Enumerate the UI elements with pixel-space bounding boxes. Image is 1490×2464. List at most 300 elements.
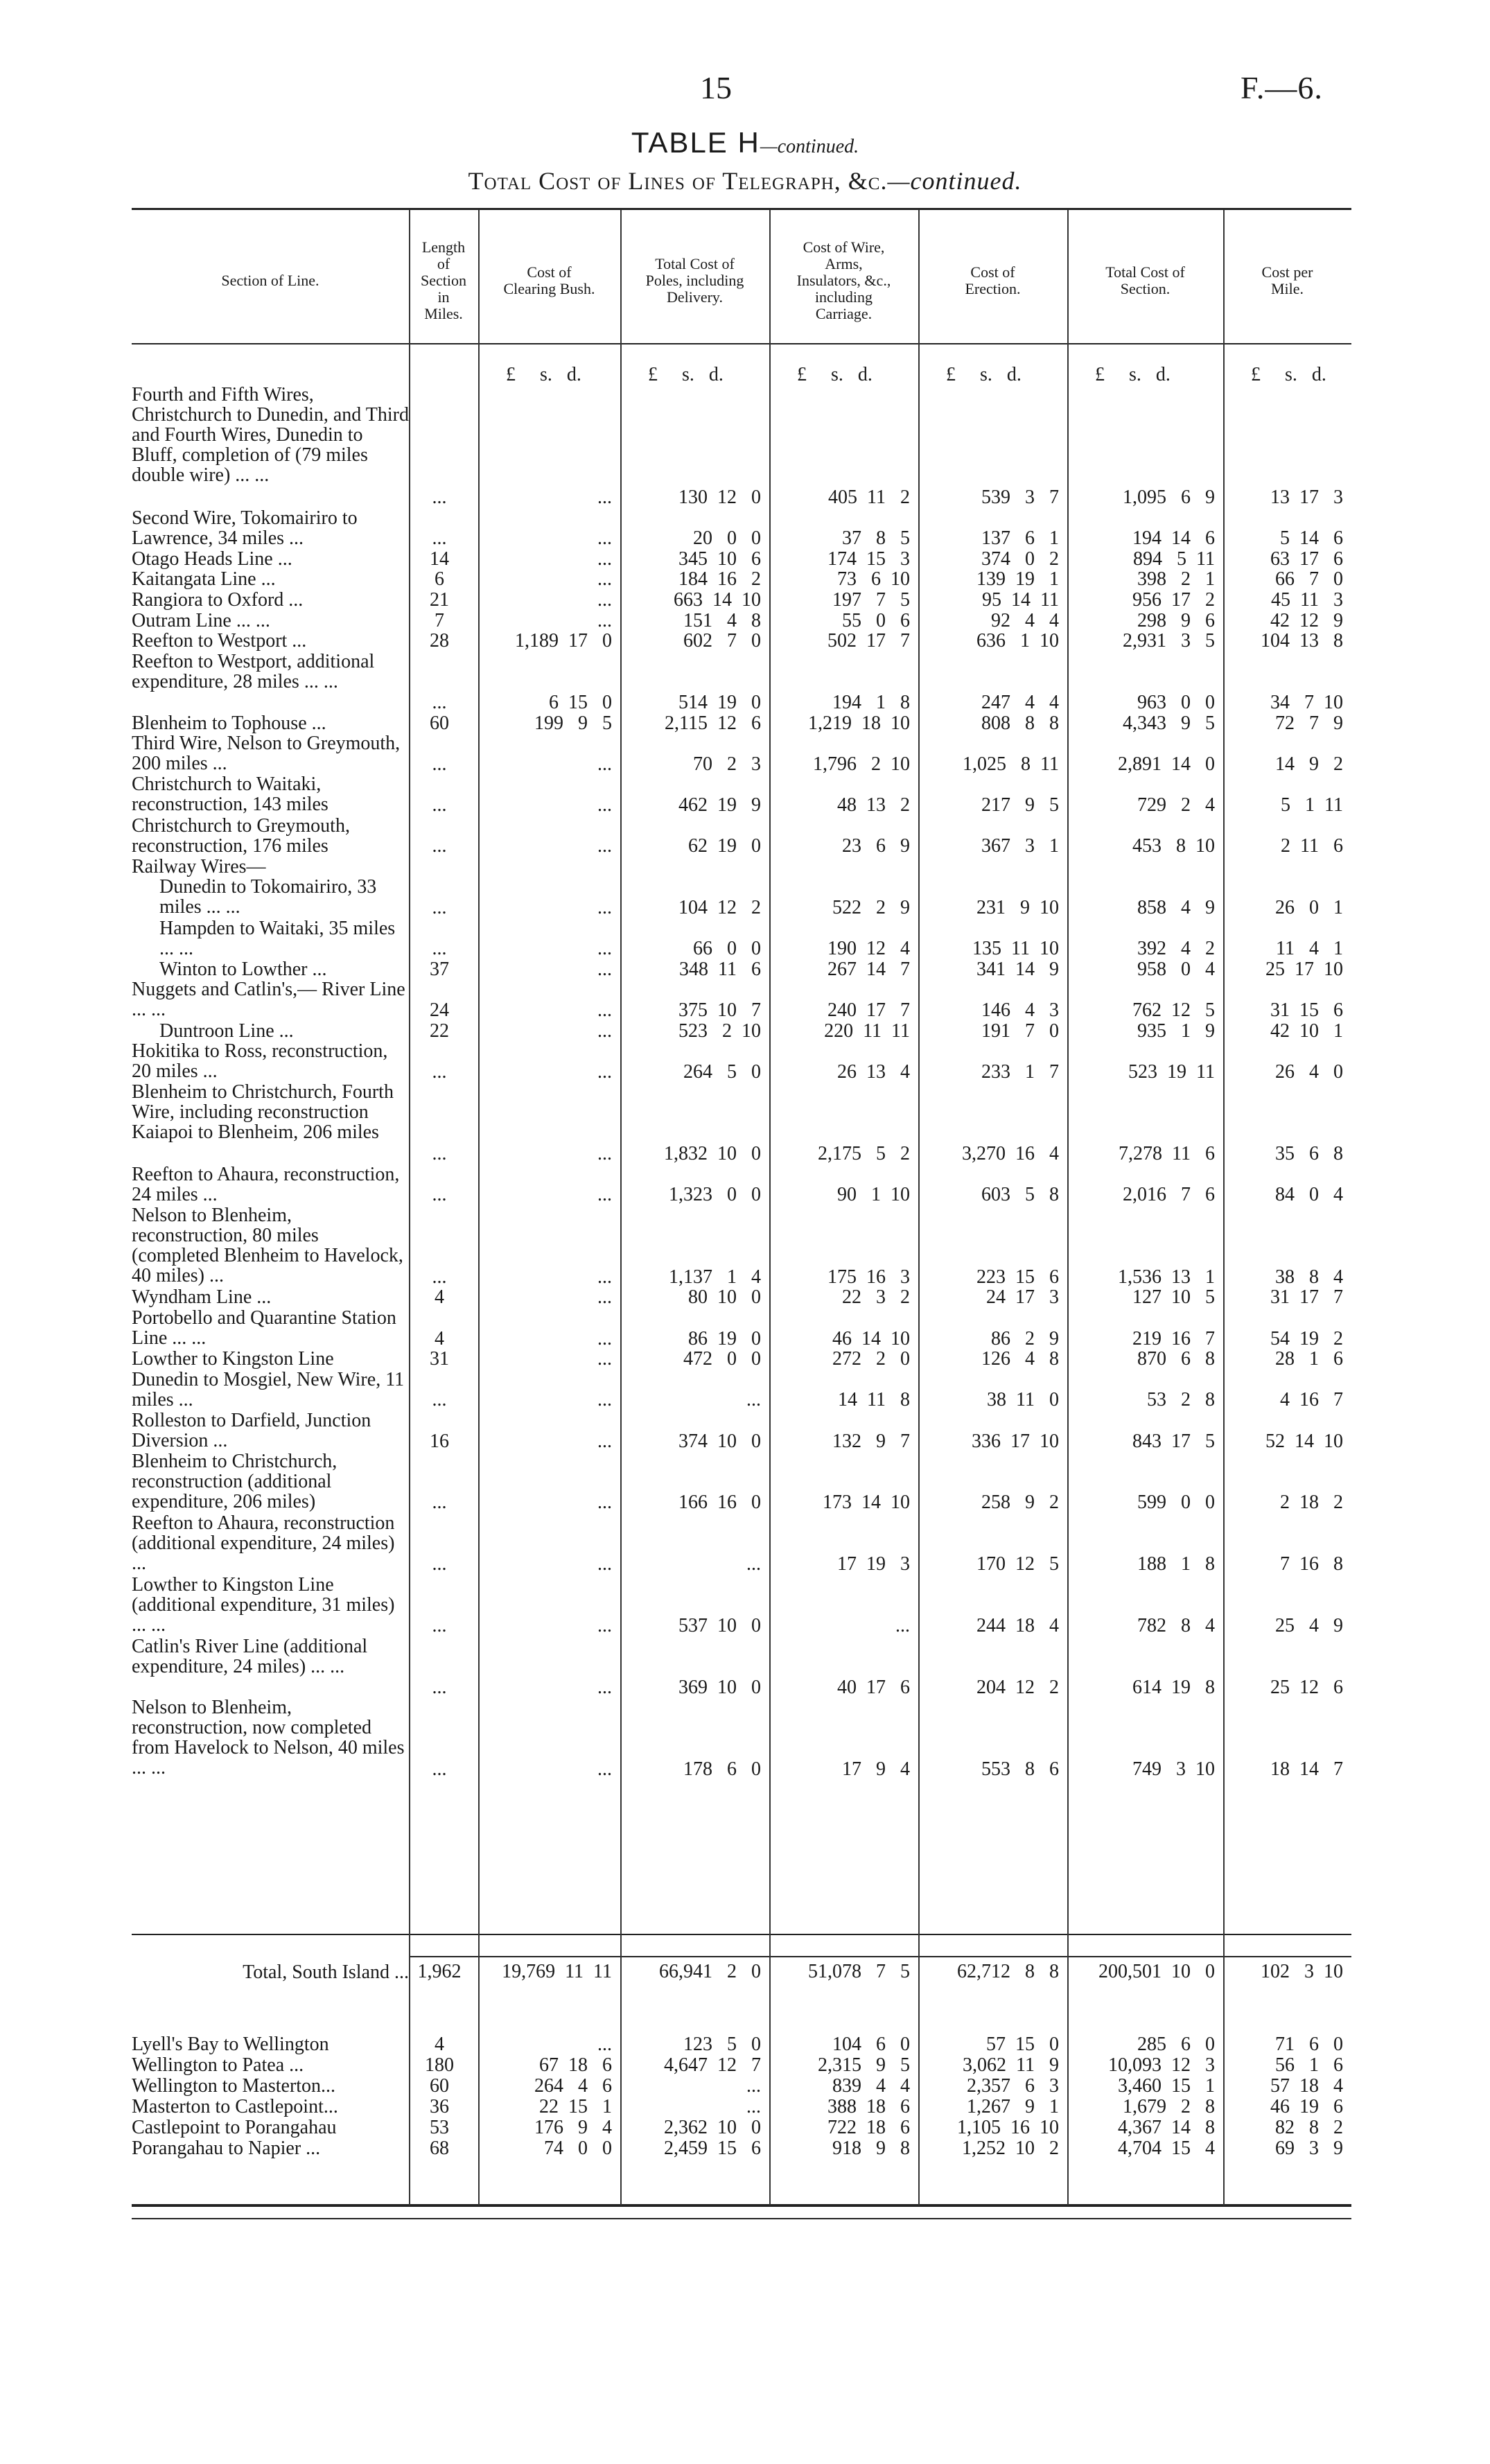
- south-island-cell-total: 53 2 8: [1147, 1389, 1215, 1411]
- column-header-wire: Cost of Wire, Arms, Insulators, &c., including Carriage.: [796, 238, 891, 322]
- south-island-cell-poles: ...: [746, 1553, 761, 1575]
- south-island-row: [0, 1697, 1490, 1779]
- total-row-cell-wire: 51,078 7 5: [808, 1961, 910, 1982]
- south-island-section-label: Reefton to Westport, additional expenditure, 28 miles ... ...: [132, 650, 375, 692]
- north-island-cell-total: 3,460 15 1: [1118, 2075, 1215, 2097]
- south-island-cell-length: ...: [432, 1184, 447, 1206]
- south-island-cell-poles: 1,832 10 0: [664, 1143, 761, 1165]
- south-island-cell-poles: 62 19 0: [688, 835, 761, 857]
- south-island-cell-length: 37: [430, 958, 449, 980]
- column-header-bush: Cost of Clearing Bush.: [503, 263, 595, 297]
- south-island-cell-length: 4: [435, 1286, 444, 1309]
- south-island-cell-erection: 92 4 4: [991, 609, 1059, 631]
- south-island-row: [0, 713, 1490, 734]
- south-island-cell-total: 599 0 0: [1137, 1492, 1215, 1514]
- south-island-section-label: Hokitika to Ross, reconstruction, 20 miles ...: [132, 1040, 388, 1083]
- north-island-cell-poles: ...: [746, 2075, 761, 2097]
- south-island-cell-total: 935 1 9: [1137, 1020, 1215, 1042]
- column-header-poles: Total Cost of Poles, including Delivery.: [645, 255, 744, 306]
- south-island-cell-erection: 191 7 0: [981, 1020, 1059, 1042]
- south-island-cell-total: 523 19 11: [1128, 1060, 1215, 1083]
- south-island-cell-poles: 537 10 0: [678, 1614, 761, 1636]
- south-island-cell-bush: ...: [597, 1327, 612, 1349]
- south-island-row: [0, 1082, 1490, 1164]
- south-island-cell-total: 1,536 13 1: [1118, 1266, 1215, 1288]
- south-island-cell-wire: 2,175 5 2: [818, 1143, 910, 1165]
- table-rule: [132, 1934, 1351, 1935]
- table-title: [0, 126, 1490, 159]
- south-island-cell-erection: 247 4 4: [981, 691, 1059, 713]
- south-island-section-label: Winton to Lowther ...: [159, 958, 327, 980]
- south-island-cell-total: 956 17 2: [1132, 589, 1215, 611]
- south-island-cell-length: 31: [430, 1348, 449, 1370]
- south-island-cell-poles: 462 19 9: [678, 794, 761, 816]
- south-island-cell-wire: 267 14 7: [827, 958, 910, 980]
- table-rule: [132, 208, 1351, 210]
- column-header-total: Total Cost of Section.: [1105, 263, 1185, 297]
- south-island-cell-mile: 42 12 9: [1270, 609, 1343, 631]
- south-island-cell-length: 14: [430, 548, 449, 570]
- south-island-cell-mile: 5 1 11: [1281, 794, 1343, 816]
- south-island-cell-poles: 20 0 0: [693, 527, 761, 550]
- south-island-cell-wire: 174 15 3: [827, 548, 910, 570]
- south-island-cell-total: 188 1 8: [1137, 1553, 1215, 1575]
- north-island-cell-bush: 67 18 6: [539, 2054, 612, 2076]
- north-island-cell-poles: 2,362 10 0: [664, 2117, 761, 2138]
- south-island-cell-poles: 70 2 3: [693, 753, 761, 775]
- south-island-cell-erection: 374 0 2: [981, 548, 1059, 570]
- south-island-row: [0, 733, 1490, 774]
- north-island-cell-bush: 264 4 6: [534, 2075, 612, 2097]
- page-number: 15: [700, 70, 732, 105]
- south-island-cell-wire: 55 0 6: [842, 609, 910, 631]
- table-subtitle-suffix: —continued.: [887, 167, 1022, 195]
- north-island-section-label: Porangahau to Napier ...: [132, 2138, 321, 2159]
- south-island-cell-poles: 130 12 0: [678, 487, 761, 508]
- south-island-cell-wire: 173 14 10: [823, 1492, 910, 1514]
- north-island-cell-total: 285 6 0: [1137, 2034, 1215, 2055]
- south-island-cell-length: 16: [430, 1430, 449, 1452]
- south-island-cell-bush: ...: [597, 999, 612, 1021]
- south-island-cell-poles: 151 4 8: [683, 609, 761, 631]
- north-island-cell-wire: 104 6 0: [832, 2034, 910, 2055]
- south-island-cell-erection: 603 5 8: [981, 1184, 1059, 1206]
- south-island-cell-poles: 2,115 12 6: [665, 712, 761, 734]
- north-island-cell-total: 4,367 14 8: [1118, 2117, 1215, 2138]
- money-units-bush: £ s. d.: [506, 364, 581, 385]
- south-island-cell-erection: 1,025 8 11: [963, 753, 1059, 775]
- south-island-row: [0, 959, 1490, 980]
- south-island-cell-bush: ...: [597, 589, 612, 611]
- south-island-row: [0, 1287, 1490, 1308]
- south-island-cell-bush: ...: [597, 1430, 612, 1452]
- money-units-poles: £ s. d.: [648, 364, 724, 385]
- south-island-cell-length: 7: [435, 609, 444, 631]
- south-island-row: [0, 857, 1490, 877]
- south-island-row: [0, 918, 1490, 959]
- south-island-section-label: Nelson to Blenheim, reconstruction, now completed from Havelock to Nelson, 40 miles ... ...: [132, 1697, 405, 1779]
- south-island-cell-mile: 38 8 4: [1275, 1266, 1343, 1288]
- south-island-cell-bush: ...: [597, 1676, 612, 1698]
- south-island-row: [0, 1370, 1490, 1410]
- south-island-cell-poles: 348 11 6: [679, 958, 761, 980]
- south-island-cell-wire: 37 8 5: [842, 527, 910, 550]
- south-island-section-label: Lowther to Kingston Line (additional expenditure, 31 miles) ... ...: [132, 1573, 395, 1636]
- north-island-cell-mile: 56 1 6: [1275, 2054, 1343, 2076]
- south-island-cell-wire: 272 2 0: [832, 1348, 910, 1370]
- south-island-cell-bush: 1,189 17 0: [515, 630, 612, 652]
- south-island-row: [0, 1575, 1490, 1636]
- page-code: F.—6.: [1241, 70, 1323, 105]
- south-island-cell-mile: 52 14 10: [1265, 1430, 1343, 1452]
- north-island-row: [0, 2138, 1490, 2159]
- south-island-section-label: Kaitangata Line ...: [132, 568, 276, 591]
- south-island-cell-wire: 190 12 4: [827, 938, 910, 960]
- south-island-cell-wire: 194 1 8: [832, 691, 910, 713]
- south-island-cell-total: 2,891 14 0: [1118, 753, 1215, 775]
- south-island-cell-total: 894 5 11: [1133, 548, 1215, 570]
- south-island-cell-wire: 46 14 10: [832, 1327, 910, 1349]
- north-island-cell-poles: 4,647 12 7: [664, 2054, 761, 2076]
- north-island-row: [0, 2034, 1490, 2055]
- north-island-cell-wire: 839 4 4: [832, 2075, 910, 2097]
- south-island-cell-poles: 86 19 0: [688, 1327, 761, 1349]
- south-island-section-label: Blenheim to Tophouse ...: [132, 712, 326, 734]
- south-island-cell-erection: 126 4 8: [981, 1348, 1059, 1370]
- south-island-cell-length: 4: [435, 1327, 444, 1349]
- south-island-cell-mile: 25 17 10: [1265, 958, 1343, 980]
- south-island-cell-length: 60: [430, 712, 449, 734]
- south-island-cell-erection: 258 9 2: [981, 1492, 1059, 1514]
- south-island-section-label: Portobello and Quarantine Station Line ... ...: [132, 1307, 396, 1349]
- south-island-cell-bush: ...: [597, 1348, 612, 1370]
- south-island-row: [0, 1513, 1490, 1575]
- south-island-cell-bush: ...: [597, 1553, 612, 1575]
- north-island-cell-erection: 3,062 11 9: [963, 2054, 1059, 2076]
- south-island-section-label: Nelson to Blenheim, reconstruction, 80 miles (completed Blenheim to Havelock, 40 miles) ...: [132, 1205, 403, 1286]
- south-island-cell-mile: 26 0 1: [1275, 896, 1343, 918]
- south-island-cell-erection: 341 14 9: [976, 958, 1059, 980]
- south-island-cell-wire: 23 6 9: [842, 835, 910, 857]
- south-island-cell-erection: 217 9 5: [981, 794, 1059, 816]
- south-island-cell-erection: 808 8 8: [981, 712, 1059, 734]
- table-subtitle: [0, 166, 1490, 195]
- south-island-cell-wire: 197 7 5: [832, 589, 910, 611]
- north-island-cell-mile: 57 18 4: [1270, 2075, 1343, 2097]
- table-title-main: TABLE H: [631, 126, 760, 159]
- south-island-row: [0, 774, 1490, 815]
- south-island-cell-wire: 220 11 11: [824, 1020, 910, 1042]
- south-island-cell-bush: ...: [597, 1614, 612, 1636]
- south-island-cell-poles: 375 10 7: [678, 999, 761, 1021]
- money-units-wire: £ s. d.: [797, 364, 873, 385]
- south-island-section-label: Hampden to Waitaki, 35 miles ... ...: [159, 917, 396, 959]
- south-island-cell-wire: 14 11 8: [838, 1389, 910, 1411]
- total-row-cell-length: 1,962: [417, 1961, 462, 1982]
- south-island-cell-bush: ...: [597, 1266, 612, 1288]
- south-island-section-label: Lowther to Kingston Line: [132, 1348, 334, 1370]
- south-island-cell-total: 614 19 8: [1132, 1676, 1215, 1698]
- south-island-row: [0, 569, 1490, 590]
- south-island-cell-length: ...: [432, 1614, 447, 1636]
- south-island-cell-mile: 42 10 1: [1270, 1020, 1343, 1042]
- south-island-cell-mile: 11 4 1: [1276, 938, 1343, 960]
- south-island-cell-mile: 104 13 8: [1261, 630, 1343, 652]
- south-island-cell-total: 870 6 8: [1137, 1348, 1215, 1370]
- north-island-cell-bush: 176 9 4: [534, 2117, 612, 2138]
- south-island-cell-poles: 184 16 2: [678, 568, 761, 591]
- north-island-section-label: Masterton to Castlepoint...: [132, 2096, 338, 2117]
- south-island-cell-total: 2,016 7 6: [1123, 1184, 1215, 1206]
- south-island-section-label: Rangiora to Oxford ...: [132, 589, 304, 611]
- south-island-cell-total: 749 3 10: [1132, 1758, 1215, 1781]
- money-units-mile: £ s. d.: [1251, 364, 1326, 385]
- south-island-cell-bush: ...: [597, 1184, 612, 1206]
- north-island-cell-length: 36: [430, 2096, 449, 2117]
- south-island-cell-erection: 367 3 1: [981, 835, 1059, 857]
- south-island-section-label: Wyndham Line ...: [132, 1286, 272, 1309]
- table-bottom-rule: [132, 2204, 1351, 2205]
- south-island-section-label: Nuggets and Catlin's,— River Line ... ...: [132, 979, 405, 1021]
- south-island-row: [0, 1041, 1490, 1082]
- north-island-row: [0, 2097, 1490, 2117]
- total-row-cell-total: 200,501 10 0: [1098, 1961, 1215, 1982]
- south-island-row: [0, 590, 1490, 611]
- north-island-cell-poles: 123 5 0: [683, 2034, 761, 2055]
- money-units-erection: £ s. d.: [946, 364, 1022, 385]
- south-island-cell-mile: 72 7 9: [1275, 712, 1343, 734]
- table-subtitle-main: Total Cost of Lines of Telegraph, &c.: [468, 167, 888, 195]
- south-island-cell-mile: 26 4 0: [1275, 1060, 1343, 1083]
- south-island-section-label: Christchurch to Waitaki, reconstruction, 143 miles: [132, 774, 328, 816]
- table-title-suffix: —continued.: [760, 136, 859, 157]
- south-island-cell-length: ...: [432, 1389, 447, 1411]
- south-island-section-label: Catlin's River Line (additional expenditure, 24 miles) ... ...: [132, 1635, 368, 1677]
- south-island-cell-wire: 17 19 3: [837, 1553, 910, 1575]
- south-island-cell-poles: 369 10 0: [678, 1676, 761, 1698]
- south-island-cell-poles: 1,323 0 0: [669, 1184, 761, 1206]
- south-island-cell-bush: ...: [597, 1389, 612, 1411]
- south-island-cell-poles: 166 16 0: [678, 1492, 761, 1514]
- south-island-cell-bush: ...: [597, 835, 612, 857]
- south-island-cell-bush: ...: [597, 896, 612, 918]
- south-island-row: [0, 1349, 1490, 1370]
- south-island-cell-length: 6: [435, 568, 444, 591]
- south-island-cell-total: 2,931 3 5: [1123, 630, 1215, 652]
- north-island-cell-total: 10,093 12 3: [1108, 2054, 1215, 2076]
- south-island-cell-mile: 18 14 7: [1270, 1758, 1343, 1781]
- north-island-cell-mile: 46 19 6: [1270, 2096, 1343, 2117]
- south-island-section-label: Dunedin to Mosgiel, New Wire, 11 miles ...: [132, 1368, 405, 1410]
- south-island-cell-bush: ...: [597, 1020, 612, 1042]
- south-island-cell-length: ...: [432, 753, 447, 775]
- south-island-cell-bush: ...: [597, 794, 612, 816]
- north-island-cell-length: 180: [425, 2054, 454, 2076]
- south-island-section-label: Fourth and Fifth Wires, Christchurch to Dunedin, and Third and Fourth Wires, Dunedin to Bluff, completion of (79 miles double wire) ... ...: [132, 384, 409, 486]
- south-island-cell-wire: 175 16 3: [827, 1266, 910, 1288]
- south-island-cell-poles: 514 19 0: [678, 691, 761, 713]
- south-island-section-label: Rolleston to Darfield, Junction Diversion ...: [132, 1410, 371, 1451]
- south-island-cell-poles: 66 0 0: [693, 938, 761, 960]
- south-island-section-label: Third Wire, Nelson to Greymouth, 200 miles ...: [132, 733, 401, 775]
- south-island-cell-total: 843 17 5: [1132, 1430, 1215, 1452]
- south-island-cell-erection: 146 4 3: [981, 999, 1059, 1021]
- south-island-cell-mile: 45 11 3: [1271, 589, 1343, 611]
- south-island-cell-total: 963 0 0: [1137, 691, 1215, 713]
- south-island-cell-erection: 137 6 1: [981, 527, 1059, 550]
- south-island-cell-poles: 1,137 1 4: [669, 1266, 761, 1288]
- column-header-mile: Cost per Mile.: [1261, 263, 1313, 297]
- south-island-cell-mile: 25 4 9: [1275, 1614, 1343, 1636]
- south-island-section-label: Railway Wires—: [132, 855, 266, 877]
- south-island-cell-wire: 522 2 9: [832, 896, 910, 918]
- south-island-cell-poles: 472 0 0: [683, 1348, 761, 1370]
- south-island-cell-mile: 35 6 8: [1275, 1143, 1343, 1165]
- total-row-cell-poles: 66,941 2 0: [659, 1961, 761, 1982]
- north-island-row: [0, 2076, 1490, 2097]
- south-island-cell-wire: 22 3 2: [842, 1286, 910, 1309]
- south-island-section-label: Duntroon Line ...: [159, 1020, 294, 1042]
- south-island-cell-poles: 374 10 0: [678, 1430, 761, 1452]
- south-island-cell-total: 858 4 9: [1137, 896, 1215, 918]
- north-island-section-label: Wellington to Patea ...: [132, 2054, 304, 2076]
- south-island-row: [0, 1636, 1490, 1698]
- south-island-cell-length: 28: [430, 630, 449, 652]
- south-island-cell-wire: 73 6 10: [837, 568, 910, 591]
- south-island-cell-mile: 54 19 2: [1270, 1327, 1343, 1349]
- north-island-section-label: Castlepoint to Porangahau: [132, 2117, 337, 2138]
- south-island-cell-erection: 233 1 7: [981, 1060, 1059, 1083]
- north-island-cell-bush: 74 0 0: [544, 2138, 612, 2159]
- south-island-cell-poles: 264 5 0: [683, 1060, 761, 1083]
- south-island-cell-bush: ...: [597, 487, 612, 508]
- south-island-cell-wire: ...: [895, 1614, 910, 1636]
- total-row-cell-erection: 62,712 8 8: [957, 1961, 1059, 1982]
- column-header-length: Length of Section in Miles.: [421, 238, 466, 322]
- north-island-cell-mile: 82 8 2: [1275, 2117, 1343, 2138]
- south-island-row: [0, 508, 1490, 549]
- north-island-cell-length: 53: [430, 2117, 449, 2138]
- south-island-cell-bush: ...: [597, 958, 612, 980]
- north-island-cell-mile: 69 3 9: [1275, 2138, 1343, 2159]
- south-island-row: [0, 1410, 1490, 1451]
- north-island-cell-wire: 918 9 8: [832, 2138, 910, 2159]
- south-island-section-label: Blenheim to Christchurch, Fourth Wire, including reconstruction Kaiapoi to Blenheim, 206 miles: [132, 1081, 394, 1144]
- total-row-rule: [409, 1956, 1351, 1957]
- north-island-cell-erection: 57 15 0: [986, 2034, 1059, 2055]
- south-island-cell-bush: 199 9 5: [534, 712, 612, 734]
- north-island-cell-total: 4,704 15 4: [1118, 2138, 1215, 2159]
- south-island-cell-mile: 66 7 0: [1275, 568, 1343, 591]
- south-island-cell-total: 1,095 6 9: [1123, 487, 1215, 508]
- south-island-cell-wire: 502 17 7: [827, 630, 910, 652]
- north-island-row: [0, 2117, 1490, 2138]
- south-island-cell-total: 7,278 11 6: [1119, 1143, 1215, 1165]
- south-island-row: [0, 652, 1490, 713]
- south-island-cell-mile: 2 11 6: [1281, 835, 1343, 857]
- south-island-section-label: Christchurch to Greymouth, reconstruction, 176 miles: [132, 814, 350, 857]
- south-island-row: [0, 1164, 1490, 1205]
- south-island-cell-wire: 1,796 2 10: [813, 753, 910, 775]
- north-island-cell-erection: 2,357 6 3: [967, 2075, 1059, 2097]
- south-island-cell-total: 782 8 4: [1137, 1614, 1215, 1636]
- south-island-cell-poles: ...: [746, 1389, 761, 1411]
- south-island-cell-mile: 63 17 6: [1270, 548, 1343, 570]
- south-island-cell-mile: 13 17 3: [1270, 487, 1343, 508]
- south-island-cell-erection: 95 14 11: [982, 589, 1059, 611]
- south-island-cell-total: 127 10 5: [1132, 1286, 1215, 1309]
- south-island-cell-mile: 4 16 7: [1280, 1389, 1343, 1411]
- south-island-row: [0, 611, 1490, 631]
- south-island-cell-bush: ...: [597, 609, 612, 631]
- north-island-cell-length: 4: [435, 2034, 444, 2055]
- south-island-row: [0, 549, 1490, 570]
- south-island-cell-length: ...: [432, 1492, 447, 1514]
- south-island-cell-erection: 636 1 10: [976, 630, 1059, 652]
- south-island-cell-wire: 48 13 2: [837, 794, 910, 816]
- south-island-row: [0, 1021, 1490, 1042]
- south-island-cell-length: ...: [432, 896, 447, 918]
- south-island-cell-wire: 240 17 7: [827, 999, 910, 1021]
- south-island-cell-total: 729 2 4: [1137, 794, 1215, 816]
- south-island-cell-mile: 34 7 10: [1270, 691, 1343, 713]
- south-island-row: [0, 877, 1490, 918]
- north-island-cell-bush: ...: [597, 2034, 612, 2055]
- south-island-row: [0, 1451, 1490, 1513]
- south-island-section-label: Reefton to Ahaura, reconstruction (additional expenditure, 24 miles) ...: [132, 1512, 395, 1574]
- south-island-cell-length: ...: [432, 1143, 447, 1165]
- south-island-cell-mile: 84 0 4: [1275, 1184, 1343, 1206]
- south-island-row: [0, 385, 1490, 508]
- south-island-cell-erection: 336 17 10: [972, 1430, 1059, 1452]
- south-island-cell-erection: 231 9 10: [976, 896, 1059, 918]
- south-island-cell-erection: 223 15 6: [976, 1266, 1059, 1288]
- south-island-row: [0, 1205, 1490, 1287]
- south-island-section-label: Dunedin to Tokomairiro, 33 miles ... ...: [159, 876, 377, 918]
- south-island-cell-poles: 663 14 10: [674, 589, 761, 611]
- table-rule: [132, 343, 1351, 344]
- south-island-cell-bush: ...: [597, 548, 612, 570]
- south-island-cell-poles: 178 6 0: [683, 1758, 761, 1781]
- south-island-cell-bush: ...: [597, 938, 612, 960]
- south-island-row: [0, 979, 1490, 1020]
- south-island-cell-length: 21: [430, 589, 449, 611]
- north-island-cell-wire: 388 18 6: [827, 2096, 910, 2117]
- south-island-cell-poles: 523 2 10: [678, 1020, 761, 1042]
- south-island-cell-wire: 40 17 6: [837, 1676, 910, 1698]
- south-island-cell-erection: 38 11 0: [987, 1389, 1059, 1411]
- north-island-cell-wire: 722 18 6: [827, 2117, 910, 2138]
- south-island-cell-mile: 7 16 8: [1280, 1553, 1343, 1575]
- south-island-row: [0, 1308, 1490, 1349]
- south-island-cell-bush: 6 15 0: [549, 691, 612, 713]
- south-island-cell-erection: 139 19 1: [976, 568, 1059, 591]
- south-island-cell-erection: 553 8 6: [981, 1758, 1059, 1781]
- north-island-cell-erection: 1,252 10 2: [962, 2138, 1059, 2159]
- south-island-cell-poles: 345 10 6: [678, 548, 761, 570]
- south-island-cell-poles: 104 12 2: [678, 896, 761, 918]
- south-island-cell-bush: ...: [597, 527, 612, 550]
- south-island-cell-mile: 31 15 6: [1270, 999, 1343, 1021]
- south-island-cell-length: 24: [430, 999, 449, 1021]
- south-island-cell-mile: 31 17 7: [1270, 1286, 1343, 1309]
- column-header-erection: Cost of Erection.: [965, 263, 1021, 297]
- south-island-cell-length: ...: [432, 835, 447, 857]
- south-island-cell-erection: 204 12 2: [976, 1676, 1059, 1698]
- south-island-cell-total: 398 2 1: [1137, 568, 1215, 591]
- south-island-cell-mile: 25 12 6: [1270, 1676, 1343, 1698]
- south-island-cell-total: 762 12 5: [1132, 999, 1215, 1021]
